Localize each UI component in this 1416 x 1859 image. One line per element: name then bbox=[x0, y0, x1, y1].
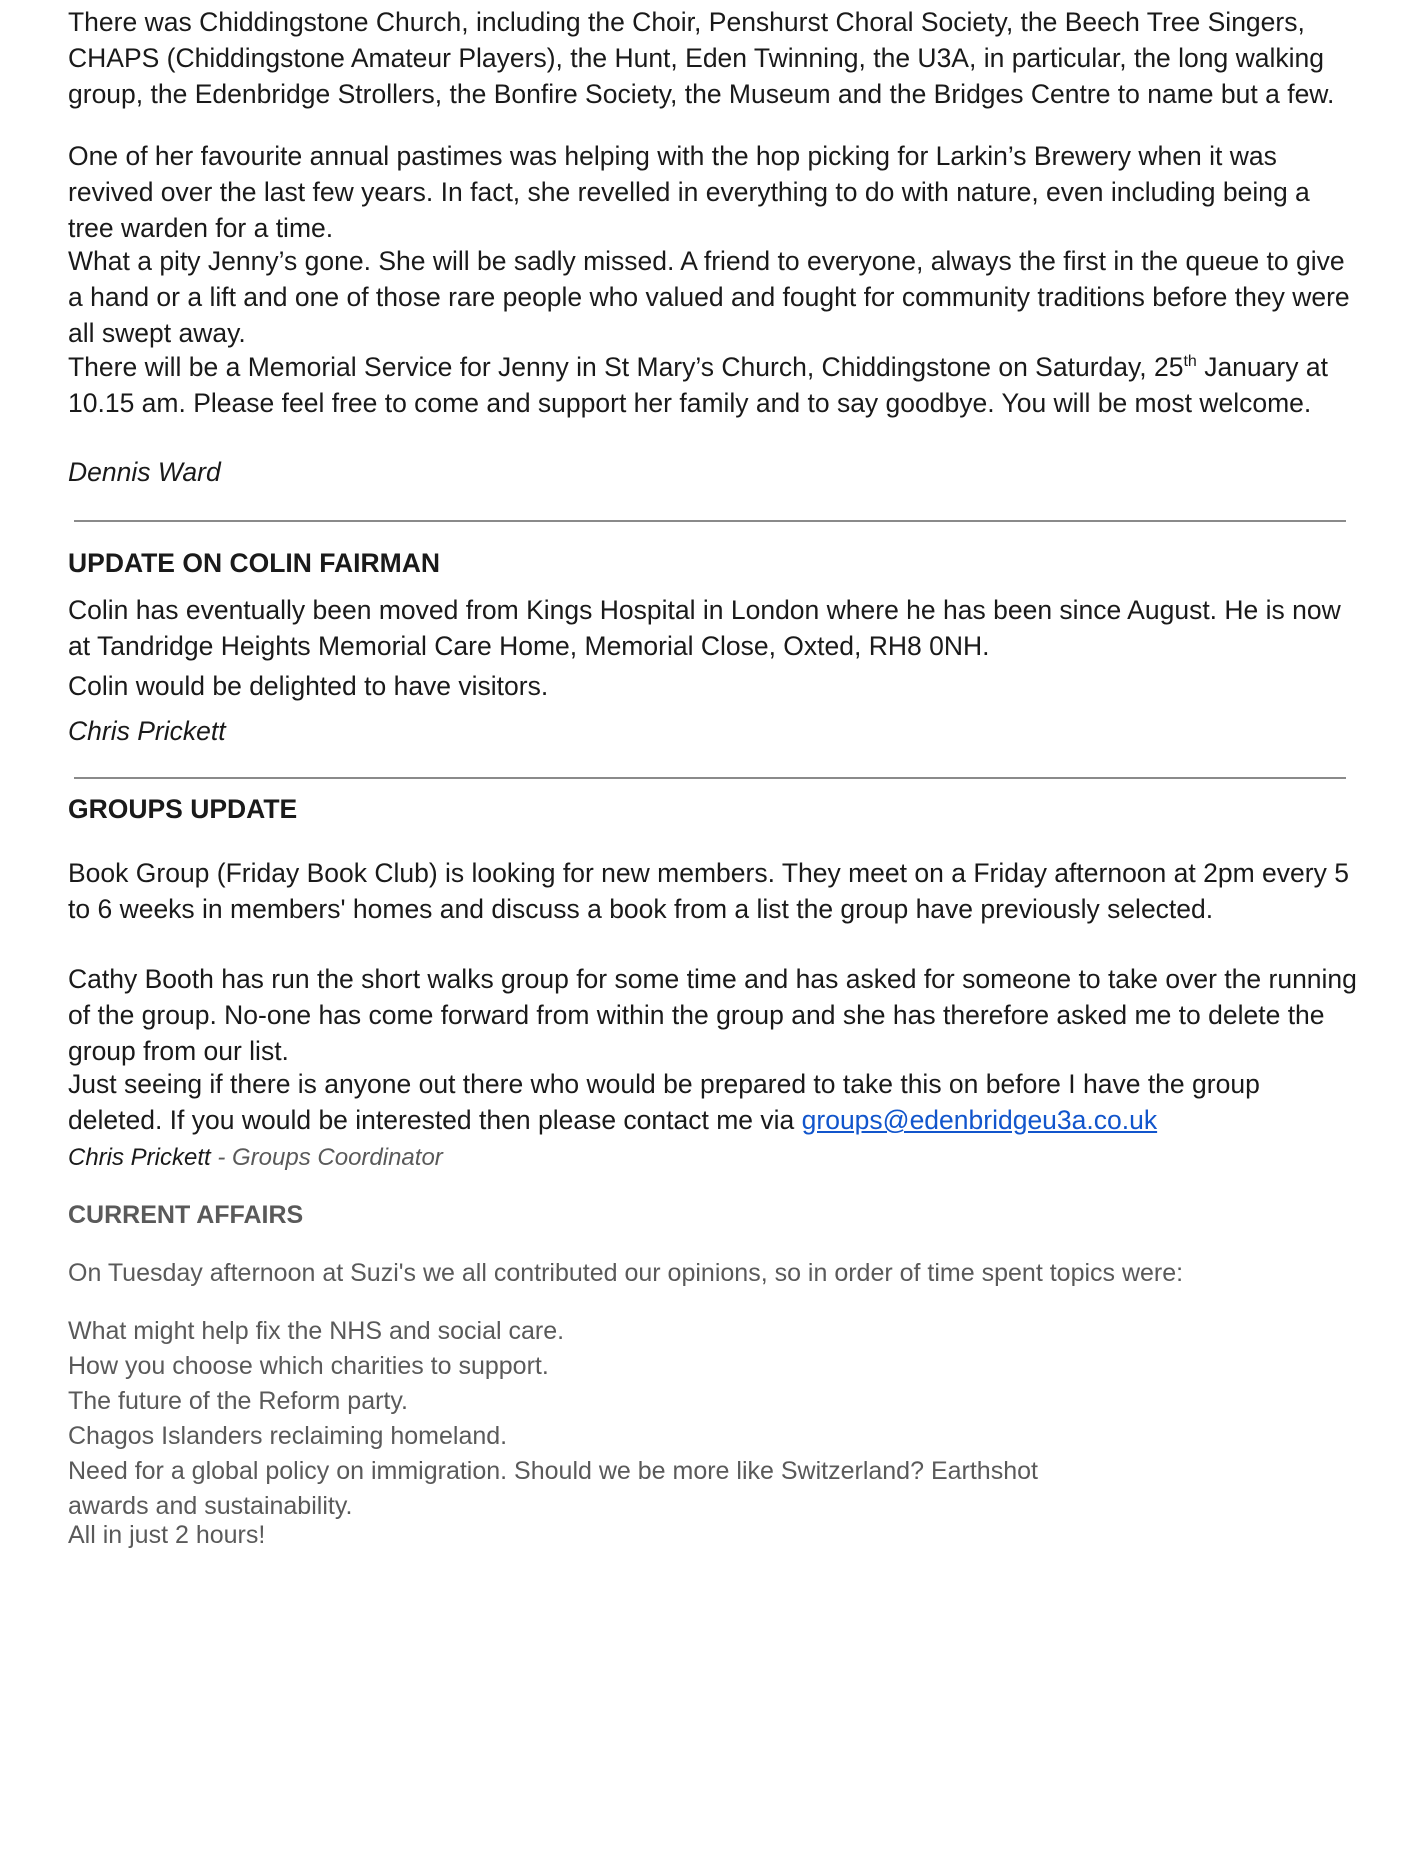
topic-list bbox=[68, 1314, 1358, 1524]
list-item: How you choose which charities to support. bbox=[68, 1352, 549, 1380]
memorial-paragraph-4 bbox=[68, 349, 1358, 421]
groups-contact-text: Just seeing if there is anyone out there who would be prepared to take this on before I have the group deleted. If you would be interested then please contact me via bbox=[68, 1069, 1260, 1135]
memorial-service-text-continued: January at 10.15 am. Please feel free to come and support her family and to say goodbye. You will be most welcome. bbox=[68, 352, 1328, 418]
memorial-paragraph-3: What a pity Jenny’s gone. She will be sadly missed. A friend to everyone, always the first in the queue to give a hand or a lift and one of those rare people who valued and fought for community traditions before they were all swept away. bbox=[68, 246, 1350, 348]
groups-paragraph-3 bbox=[68, 1066, 1358, 1138]
list-item: The future of the Reform party. bbox=[68, 1387, 408, 1415]
memorial-service-text: There will be a Memorial Service for Jenny in St Mary’s Church, Chiddingstone on Saturday, 25 bbox=[68, 352, 1184, 382]
memorial-signature: Dennis Ward bbox=[68, 457, 221, 487]
current-affairs-closing: All in just 2 hours! bbox=[68, 1521, 266, 1549]
groups-signature-name: Chris Prickett bbox=[68, 1144, 211, 1171]
groups-signature-role: - Groups Coordinator bbox=[210, 1144, 443, 1171]
date-suffix: th bbox=[1183, 353, 1197, 371]
section-divider bbox=[74, 777, 1346, 779]
memorial-paragraph-1: There was Chiddingstone Church, including the Choir, Penshurst Choral Society, the Beech Tree Singers, CHAPS (Chiddingstone Amateur Players), the Hunt, Eden Twinning, the U3A, in particular, the long walking group, the Edenbridge Strollers, the Bonfire Society, the Museum and the Bridges Centre to name but a few. bbox=[68, 7, 1335, 109]
list-item: What might help fix the NHS and social care. bbox=[68, 1317, 565, 1345]
current-affairs-heading: CURRENT AFFAIRS bbox=[68, 1201, 304, 1229]
memorial-paragraph-2: One of her favourite annual pastimes was helping with the hop picking for Larkin’s Brewery when it was revived over the last few years. In fact, she revelled in everything to do with nature, even including being a tree warden for a time. bbox=[68, 141, 1310, 243]
groups-paragraph-1: Book Group (Friday Book Club) is looking for new members. They meet on a Friday afternoon at 2pm every 5 to 6 weeks in members' homes and discuss a book from a list the group have previously selected. bbox=[68, 858, 1349, 924]
current-affairs-intro: On Tuesday afternoon at Suzi's we all contributed our opinions, so in order of time spent topics were: bbox=[68, 1259, 1184, 1287]
groups-signature bbox=[68, 1141, 1358, 1175]
groups-email-link[interactable]: groups@edenbridgeu3a.co.uk bbox=[801, 1105, 1158, 1135]
colin-signature: Chris Prickett bbox=[68, 716, 226, 746]
section-divider bbox=[74, 520, 1346, 522]
colin-heading: UPDATE ON COLIN FAIRMAN bbox=[68, 548, 440, 578]
groups-paragraph-2: Cathy Booth has run the short walks group for some time and has asked for someone to take over the running of the group. No-one has come forward from within the group and she has therefore asked me to delete the group from our list. bbox=[68, 964, 1357, 1066]
list-item: Chagos Islanders reclaiming homeland. bbox=[68, 1422, 508, 1450]
colin-paragraph-2: Colin would be delighted to have visitors. bbox=[68, 671, 549, 701]
groups-heading: GROUPS UPDATE bbox=[68, 794, 298, 824]
list-item: Need for a global policy on immigration. Should we be more like Switzerland? Earthshot awards and sustainability. bbox=[68, 1457, 1038, 1520]
colin-paragraph-1: Colin has eventually been moved from Kings Hospital in London where he has been since August. He is now at Tandridge Heights Memorial Care Home, Memorial Close, Oxted, RH8 0NH. bbox=[68, 595, 1341, 661]
